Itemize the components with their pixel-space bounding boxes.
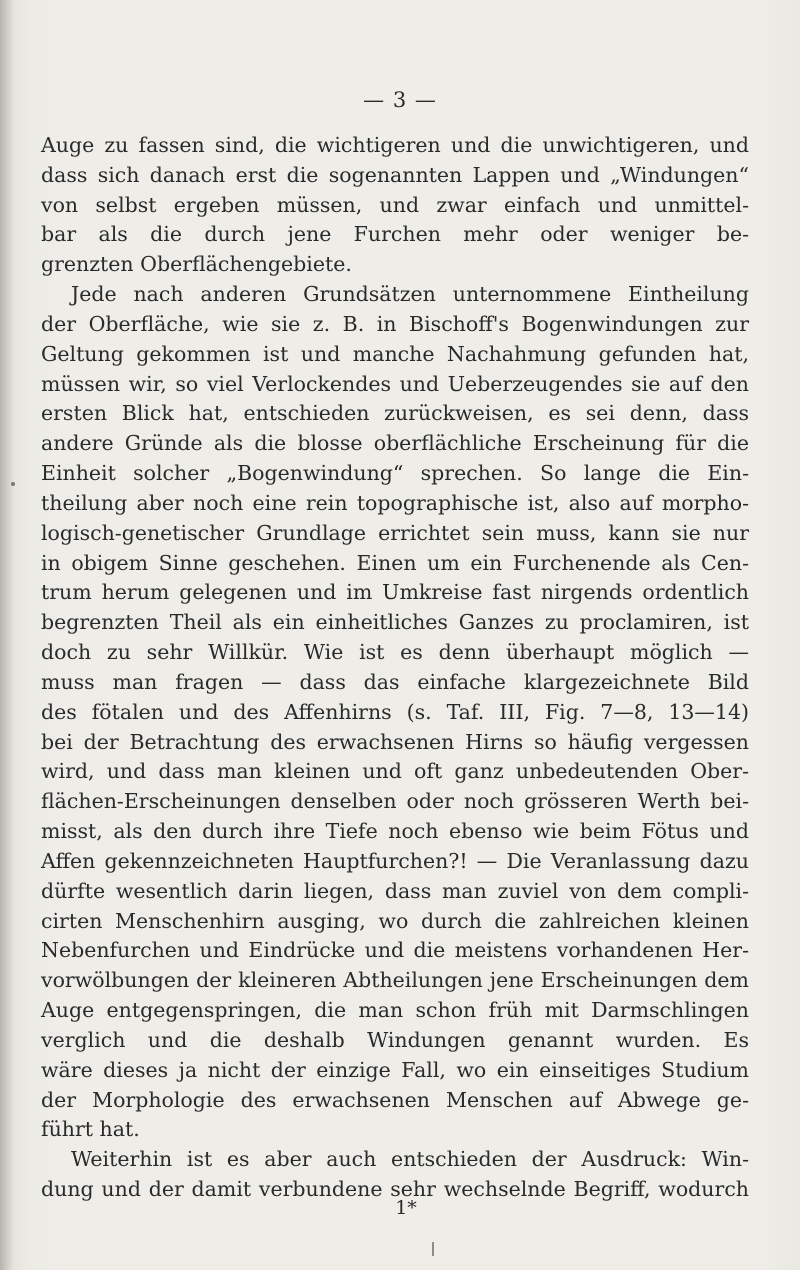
text-line: doch zu sehr Willkür. Wie ist es denn überhaupt möglich — [41, 640, 749, 665]
text-line: flächen-Erscheinungen denselben oder noch grösseren Werth bei- [41, 789, 749, 814]
text-line: dürfte wesentlich darin liegen, dass man zuviel von dem compli- [41, 878, 749, 903]
spine-shadow [0, 0, 14, 1270]
text-line: Einheit solcher „Bogenwindung“ sprechen. So lange die Ein- [41, 461, 749, 486]
signature-mark: 1* [395, 1196, 417, 1219]
text-line: führt hat. [41, 1117, 140, 1142]
text-line: logisch-genetischer Grundlage errichtet sein muss, kann sie nur [41, 520, 749, 545]
text-line: vorwölbungen der kleineren Abtheilungen jene Erscheinungen dem [41, 968, 749, 993]
text-line: von selbst ergeben müssen, und zwar einfach und unmittel- [41, 192, 749, 217]
text-line: trum herum gelegenen und im Umkreise fast nirgends ordentlich [41, 580, 749, 605]
text-line: dass sich danach erst die sogenannten Lappen und „Windungen“ [41, 162, 749, 187]
text-line: der Morphologie des erwachsenen Menschen auf Abwege ge- [41, 1087, 749, 1112]
text-line: muss man fragen — dass das einfache klargezeichnete Bild [41, 669, 749, 694]
text-line: dung und der damit verbundene sehr wechselnde Begriff, wodurch [41, 1176, 749, 1201]
text-line: Affen gekennzeichneten Hauptfurchen?! — Die Veranlassung dazu [41, 848, 749, 873]
text-line: verglich und die deshalb Windungen genannt wurden. Es [41, 1027, 749, 1052]
body-text [41, 131, 749, 1205]
text-line: der Oberfläche, wie sie z. B. in Bischoff's Bogenwindungen zur [41, 311, 749, 336]
text-line: Nebenfurchen und Eindrücke und die meistens vorhandenen Her- [41, 938, 749, 963]
text-line: in obigem Sinne geschehen. Einen um ein Furchenende als Cen- [41, 550, 749, 575]
text-line: bei der Betrachtung des erwachsenen Hirns so häufig vergessen [41, 729, 749, 754]
text-line: Auge entgegenspringen, die man schon früh mit Darmschlingen [41, 998, 749, 1023]
text-line: grenzten Oberflächengebiete. [41, 252, 352, 277]
text-line: ersten Blick hat, entschieden zurückweisen, es sei denn, dass [41, 401, 749, 426]
text-line: misst, als den durch ihre Tiefe noch ebenso wie beim Fötus und [41, 819, 749, 844]
text-line: bar als die durch jene Furchen mehr oder weniger be- [41, 222, 749, 247]
text-line: cirten Menschenhirn ausging, wo durch die zahlreichen kleinen [41, 908, 749, 933]
text-line: wird, und dass man kleinen und oft ganz unbedeutenden Ober- [41, 759, 749, 784]
text-line: des fötalen und des Affenhirns (s. Taf. III, Fig. 7—8, 13—14) [41, 699, 749, 724]
text-line: Jede nach anderen Grundsätzen unternommene Eintheilung [71, 282, 749, 307]
text-line: müssen wir, so viel Verlockendes und Ueberzeugendes sie auf den [41, 371, 749, 396]
page-speck [11, 482, 15, 486]
text-line: theilung aber noch eine rein topographische ist, also auf morpho- [41, 490, 749, 515]
text-line: Weiterhin ist es aber auch entschieden der Ausdruck: Win- [71, 1147, 749, 1172]
text-line: begrenzten Theil als ein einheitliches Ganzes zu proclamiren, ist [41, 610, 749, 635]
text-line: Auge zu fassen sind, die wichtigeren und die unwichtigeren, und [41, 133, 749, 157]
print-mark [432, 1242, 434, 1256]
text-line: wäre dieses ja nicht der einzige Fall, wo ein einseitiges Studium [41, 1057, 749, 1082]
page-number-header: — 3 — [363, 88, 437, 112]
text-line: andere Gründe als die blosse oberflächliche Erscheinung für die [41, 431, 749, 456]
text-line: Geltung gekommen ist und manche Nachahmung gefunden hat, [41, 341, 749, 366]
